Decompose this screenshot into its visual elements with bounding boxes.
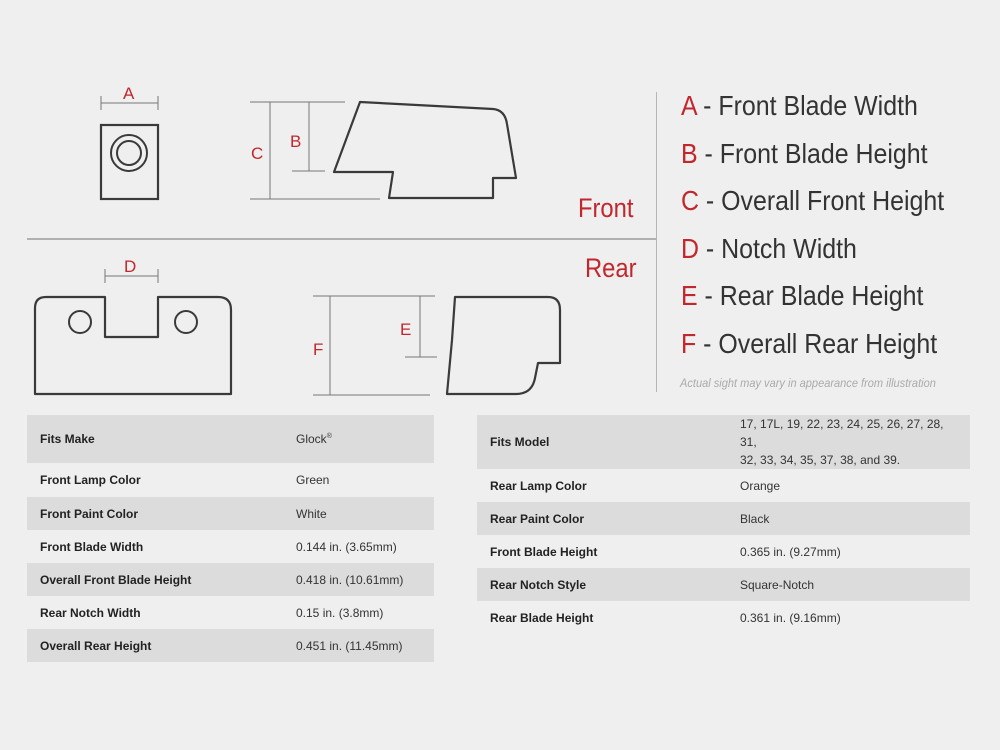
spec-key: Rear Blade Height [490,610,594,625]
spec-value: Orange [740,478,781,493]
rear-lamp-right [175,311,197,333]
legend-letter: A [681,90,697,121]
spec-value-line: 17, 17L, 19, 22, 23, 24, 25, 26, 27, 28, 31, [740,417,944,449]
legend-letter: E [681,280,698,311]
spec-value: 0.361 in. (9.16mm) [740,610,841,625]
legend-item-e [681,282,965,330]
table-row [27,596,434,629]
legend-text: - Front Blade Width [696,90,918,121]
legend-letter: D [681,232,700,264]
rear-blade-profile [447,297,560,394]
spec-value [283,415,434,463]
spec-value: 0.365 in. (9.27mm) [740,544,841,559]
dimension-a-label: A [123,84,135,103]
rear-section-label: Rear [585,253,637,283]
front-sight-side-view [250,102,516,199]
spec-key: Front Blade Height [490,544,598,559]
right-spec-table [477,415,970,634]
legend-letter: C [681,185,700,216]
front-sight-end-view [101,84,158,199]
spec-key: Overall Rear Height [27,629,283,662]
spec-key: Front Blade Width [40,539,144,554]
left-spec-table [27,415,434,662]
sight-illustration [0,0,660,400]
dimension-e-label: E [400,320,412,339]
dimension-legend [656,92,1000,392]
table-row [27,415,434,463]
legend-item-f [681,327,965,378]
spec-key: Overall Front Blade Height [27,563,283,596]
legend-item-c [681,187,965,235]
rear-blade-outline [35,297,231,394]
spec-value: Square-Notch [727,568,970,601]
front-lamp-inner [117,141,141,165]
legend-text: - Front Blade Height [697,137,928,169]
spec-value: Black [727,502,970,535]
spec-value: 0.418 in. (10.61mm) [283,563,434,596]
front-blade-outline [101,125,158,199]
table-row [477,502,970,535]
front-blade-profile [334,102,516,198]
table-row [477,535,970,568]
dimension-c-label: C [251,144,264,163]
table-row [27,629,434,662]
spec-value [727,415,970,469]
legend-item-b [681,137,965,188]
spec-key: Front Lamp Color [40,473,141,487]
rear-sight-side-view [313,296,560,395]
spec-value: Green [296,473,330,487]
legend-letter: F [681,327,697,359]
table-row [27,497,434,530]
spec-key: Front Paint Color [27,497,283,530]
table-row [27,463,434,497]
rear-sight-end-view [35,257,231,394]
spec-value: 0.451 in. (11.45mm) [283,629,434,662]
spec-key: Rear Notch Style [477,568,727,601]
table-row [477,601,970,634]
rear-lamp-left [69,311,91,333]
table-row [27,563,434,596]
dimension-f-label: F [313,340,324,359]
registered-mark: ® [326,433,332,440]
legend-text: - Notch Width [699,232,857,264]
dimension-b-label: B [290,132,302,151]
front-section-label: Front [578,193,634,223]
sight-diagram [0,0,660,400]
table-row [27,530,434,563]
spec-value-text: Glock [296,432,327,446]
spec-key: Fits Make [27,415,283,463]
legend-letter: B [681,137,698,169]
dimension-d-label: D [124,257,137,276]
spec-key: Rear Lamp Color [490,478,587,493]
spec-key: Rear Notch Width [40,605,141,620]
disclaimer-note: Actual sight may vary in appearance from illustration [680,376,936,390]
legend-item-d [681,232,965,283]
legend-item-a [681,92,965,140]
spec-key: Rear Paint Color [477,502,727,535]
table-row [477,568,970,601]
legend-text: - Overall Rear Height [696,327,938,359]
spec-value: White [283,497,434,530]
legend-text: - Overall Front Height [699,185,945,216]
table-row [477,415,970,469]
spec-key: Fits Model [477,415,727,469]
table-row [477,469,970,502]
spec-value: 0.15 in. (3.8mm) [296,605,384,620]
spec-value: 0.144 in. (3.65mm) [296,539,397,554]
spec-value-line: 32, 33, 34, 35, 37, 38, and 39. [740,453,901,467]
legend-text: - Rear Blade Height [697,280,924,311]
